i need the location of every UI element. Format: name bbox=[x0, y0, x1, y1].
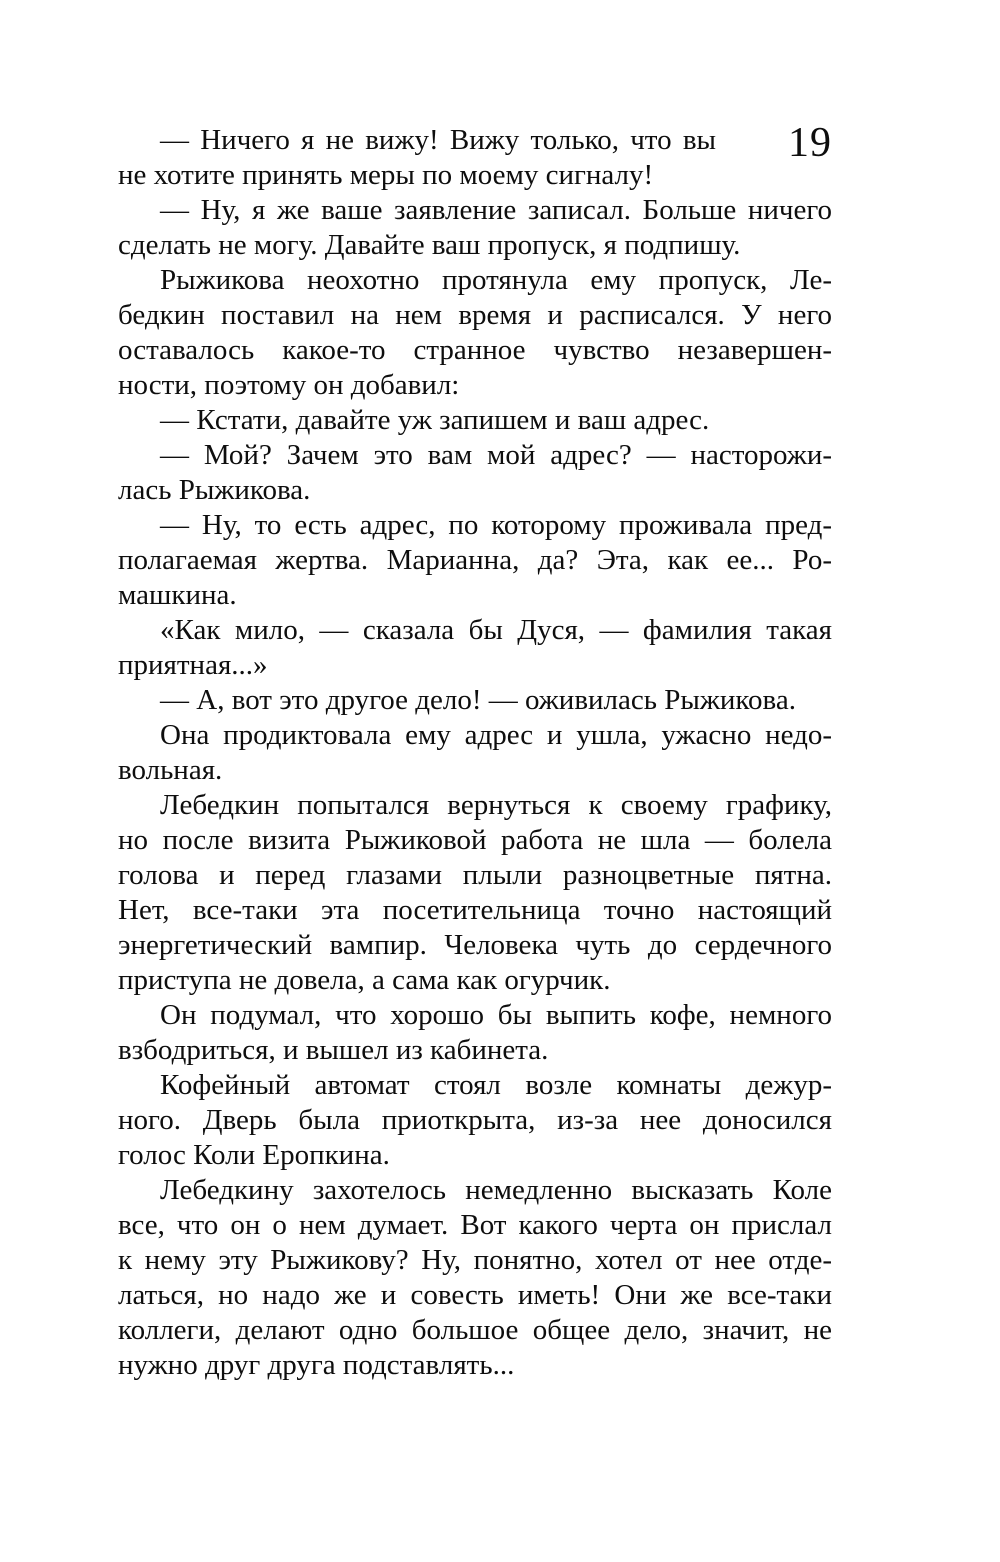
text-line: не хотите принять меры по моему сигналу! bbox=[118, 159, 654, 191]
text-line: приятная...» bbox=[118, 649, 268, 681]
text-line: машкина. bbox=[118, 579, 237, 611]
text-line: но после визита Рыжиковой работа не шла — болела bbox=[118, 824, 832, 856]
text-line: голова и перед глазами плыли разноцветные пятна. bbox=[118, 859, 832, 891]
text-line: Нет, все-таки эта посетительница точно настоящий bbox=[118, 894, 832, 926]
text-line: Рыжикова неохотно протянула ему пропуск, Ле- bbox=[160, 264, 832, 296]
text-line: ности, поэтому он добавил: bbox=[118, 369, 460, 401]
text-line: Лебедкину захотелось немедленно высказать Коле bbox=[160, 1174, 832, 1206]
text-line: лась Рыжикова. bbox=[118, 474, 311, 506]
text-line: ного. Дверь была приоткрыта, из-за нее доносился bbox=[118, 1104, 832, 1136]
text-line: — Мой? Зачем это вам мой адрес? — насторожи- bbox=[160, 439, 832, 471]
text-block bbox=[118, 120, 832, 1383]
text-line: латься, но надо же и совесть иметь! Они же все-таки bbox=[118, 1279, 832, 1311]
text-line: все, что он о нем думает. Вот какого черта он прислал bbox=[118, 1209, 832, 1241]
text-line: взбодриться, и вышел из кабинета. bbox=[118, 1034, 549, 1066]
text-line: к нему эту Рыжикову? Ну, понятно, хотел от нее отде- bbox=[118, 1244, 832, 1276]
text-line: — Ничего я не вижу! Вижу только, что вы bbox=[160, 124, 716, 156]
text-line: коллеги, делают одно большое общее дело, значит, не bbox=[118, 1314, 832, 1346]
text-line: полагаемая жертва. Марианна, да? Эта, как ее... Ро- bbox=[118, 544, 832, 576]
text-line: энергетический вампир. Человека чуть до сердечного bbox=[118, 929, 832, 961]
text-line: приступа не довела, а сама как огурчик. bbox=[118, 964, 611, 996]
page-number: 19 bbox=[788, 120, 832, 166]
text-line: — Ну, то есть адрес, по которому проживала пред- bbox=[160, 509, 832, 541]
text-line: — Кстати, давайте уж запишем и ваш адрес. bbox=[160, 404, 710, 436]
text-line: «Как мило, — сказала бы Дуся, — фамилия такая bbox=[160, 614, 832, 646]
text-line: Лебедкин попытался вернуться к своему графику, bbox=[160, 789, 832, 821]
text-line: голос Коли Еропкина. bbox=[118, 1139, 390, 1171]
text-line: Он подумал, что хорошо бы выпить кофе, немного bbox=[160, 999, 832, 1031]
text-line: сделать не могу. Давайте ваш пропуск, я подпишу. bbox=[118, 229, 741, 261]
text-line: — Ну, я же ваше заявление записал. Больше ничего bbox=[160, 194, 832, 226]
text-line: Кофейный автомат стоял возле комнаты дежур- bbox=[160, 1069, 832, 1101]
text-line: бедкин поставил на нем время и расписался. У него bbox=[118, 299, 832, 331]
text-line: оставалось какое-то странное чувство незавершен- bbox=[118, 334, 832, 366]
text-line: нужно друг друга подставлять... bbox=[118, 1349, 515, 1381]
text-line: Она продиктовала ему адрес и ушла, ужасно недо- bbox=[160, 719, 832, 751]
text-line: — А, вот это другое дело! — оживилась Рыжикова. bbox=[160, 684, 796, 716]
text-line: вольная. bbox=[118, 754, 223, 786]
